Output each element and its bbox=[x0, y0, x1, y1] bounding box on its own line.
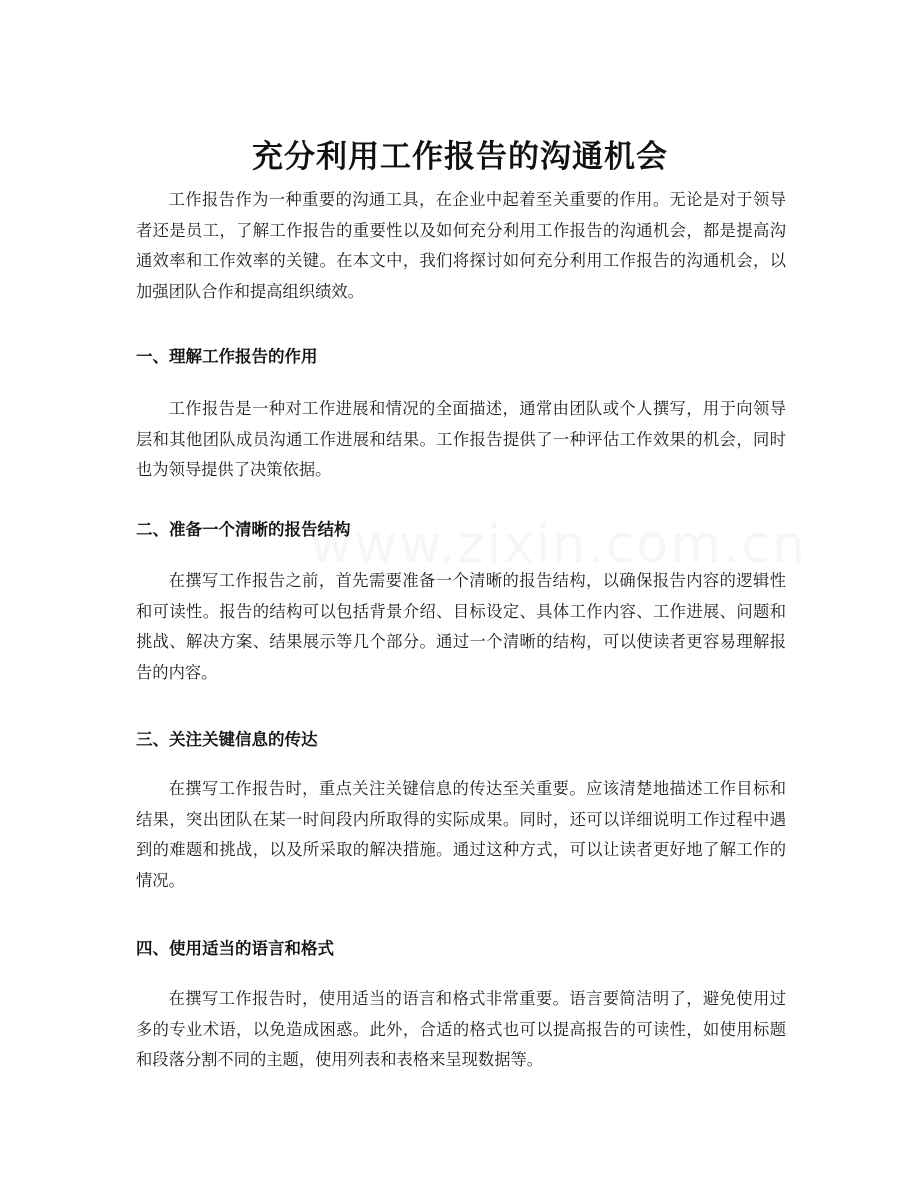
intro-paragraph: 工作报告作为一种重要的沟通工具，在企业中起着至关重要的作用。无论是对于领导者还是员工，了解工作报告的重要性以及如何充分利用工作报告的沟通机会，都是提高沟通效率和工作效率的关键。在本文中，我们将探讨如何充分利用工作报告的沟通机会，以加强团队合作和提高组织绩效。 bbox=[136, 190, 786, 301]
section-1-body bbox=[136, 394, 786, 486]
section-4-body bbox=[136, 984, 786, 1076]
section-4 bbox=[136, 937, 786, 961]
section-heading: 二、准备一个清晰的报告结构 bbox=[136, 520, 351, 539]
section-1 bbox=[136, 345, 786, 369]
section-paragraph: 在撰写工作报告时，使用适当的语言和格式非常重要。语言要简洁明了，避免使用过多的专业术语，以免造成困惑。此外，合适的格式也可以提高报告的可读性，如使用标题和段落分割不同的主题，使用列表和表格来呈现数据等。 bbox=[136, 989, 786, 1069]
section-2 bbox=[136, 518, 786, 542]
document-title: 充分利用工作报告的沟通机会 bbox=[252, 138, 668, 175]
section-heading: 一、理解工作报告的作用 bbox=[136, 347, 318, 366]
section-2-body bbox=[136, 566, 786, 688]
section-3-body bbox=[136, 774, 786, 896]
section-paragraph: 在撰写工作报告之前，首先需要准备一个清晰的报告结构，以确保报告内容的逻辑性和可读性。报告的结构可以包括背景介绍、目标设定、具体工作内容、工作进展、问题和挑战、解决方案、结果展示等几个部分。通过一个清晰的结构，可以使读者更容易理解报告的内容。 bbox=[136, 571, 786, 682]
intro-section bbox=[136, 185, 786, 307]
section-paragraph: 工作报告是一种对工作进展和情况的全面描述，通常由团队或个人撰写，用于向领导层和其他团队成员沟通工作进展和结果。工作报告提供了一种评估工作效果的机会，同时也为领导提供了决策依据。 bbox=[136, 399, 786, 479]
section-3 bbox=[136, 728, 786, 752]
section-heading: 三、关注关键信息的传达 bbox=[136, 730, 318, 749]
section-heading: 四、使用适当的语言和格式 bbox=[136, 939, 334, 958]
section-paragraph: 在撰写工作报告时，重点关注关键信息的传达至关重要。应该清楚地描述工作目标和结果，突出团队在某一时间段内所取得的实际成果。同时，还可以详细说明工作过程中遇到的难题和挑战，以及所采取的解决措施。通过这种方式，可以让读者更好地了解工作的情况。 bbox=[136, 779, 786, 890]
